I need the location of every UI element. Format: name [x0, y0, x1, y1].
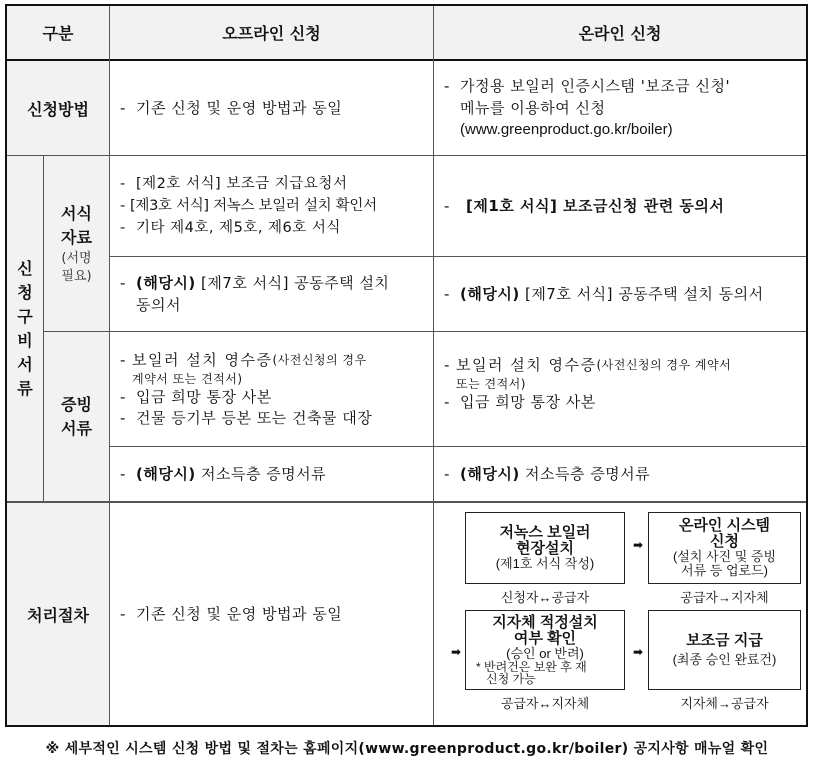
- flow-step-title: 지자체 적정설치: [492, 614, 598, 631]
- forms-row2-offline-item: - (해당시) [제7호 서식] 공동주택 설치: [120, 274, 390, 292]
- evidence-online-note: (사전신청의 경우 계약서: [596, 358, 732, 372]
- forms-row2-offline: [110, 257, 433, 331]
- flow-step-note-2: 신청 가능: [486, 672, 536, 686]
- forms-online-item: - [제1호 서식] 보조금신청 관련 동의서: [444, 197, 725, 215]
- evidence-offline-text: 건물 등기부 등본 또는 건축물 대장: [136, 408, 373, 427]
- flow-step-title: 저녹스 보일러: [499, 524, 591, 541]
- header-divider: [7, 59, 806, 61]
- flow-step-verify: [465, 610, 625, 690]
- forms-row2-offline-cont: [120, 294, 181, 316]
- forms-label-1: 서식: [61, 203, 92, 223]
- evidence-offline-note-b: 계약서 또는 견적서): [132, 371, 243, 386]
- evidence-online-note-b: 또는 견적서): [456, 377, 526, 391]
- method-online-text-1: 가정용 보일러 인증시스템 '보조금 신청': [460, 77, 731, 95]
- forms-label-2: 자료: [61, 227, 92, 247]
- forms-row1-offline: [110, 156, 433, 256]
- forms-row2-online: [434, 257, 806, 331]
- documents-group-char: 류: [17, 378, 33, 398]
- forms-row2-online-item: - (해당시) [제7호 서식] 공동주택 설치 동의서: [444, 285, 764, 303]
- method-online-url: (www.greenproduct.go.kr/boiler): [460, 121, 673, 138]
- flow-step-title-2: 신청: [710, 533, 739, 550]
- procedure-offline-text: 기존 신청 및 운영 방법과 동일: [136, 605, 343, 623]
- forms-offline-item: - 기타 제4호, 제5호, 제6호 서식: [120, 217, 341, 239]
- flow-step-title: 온라인 시스템: [678, 517, 771, 534]
- row-divider-procedure: [7, 501, 806, 503]
- flow-step-sub: (제1호 서식 작성): [495, 556, 595, 571]
- flow-step-title-2: 여부 확인: [513, 630, 577, 647]
- forms-offline-text: 기타 제4호, 제5호, 제6호 서식: [136, 220, 341, 236]
- conditional-badge: (해당시): [136, 274, 196, 292]
- evidence-online-item: - 입금 희망 통장 사본: [444, 393, 596, 411]
- evidence-row2-offline-item: - (해당시) 저소득층 증명서류: [120, 465, 327, 483]
- header-category-label: 구분: [42, 24, 74, 43]
- evidence-label-cell: [44, 332, 109, 501]
- flow-step-actor: 공급자↔지자체: [500, 696, 590, 711]
- evidence-offline-item: - 건물 등기부 등본 또는 건축물 대장: [120, 408, 373, 427]
- procedure-offline-cell: [110, 503, 433, 725]
- evidence-row1-online: [434, 332, 806, 446]
- header-category: [7, 6, 109, 59]
- forms-row2-offline-text-2: 동의서: [136, 296, 181, 314]
- method-online-cell: [434, 61, 806, 155]
- method-offline-item: - 기존 신청 및 운영 방법과 동일: [120, 99, 343, 117]
- forms-offline-item: - [제3호 서식] 저녹스 보일러 설치 확인서: [120, 195, 377, 217]
- header-offline-label: 오프라인 신청: [222, 24, 321, 43]
- documents-group-char: 청: [17, 282, 33, 302]
- flow-step-install: [465, 512, 625, 584]
- documents-group-char: 신: [17, 258, 33, 278]
- forms-row1-online: [434, 156, 806, 256]
- conditional-badge: (해당시): [460, 285, 520, 303]
- flow-step-title: 보조금 지급: [686, 632, 763, 649]
- evidence-online-text: 입금 희망 통장 사본: [460, 393, 596, 411]
- forms-row2-online-text: [제7호 서식] 공동주택 설치 동의서: [524, 285, 764, 303]
- row-divider-forms: [109, 256, 806, 257]
- row-divider-evidence: [43, 331, 806, 332]
- forms-offline-item: - [제2호 서식] 보조금 지급요청서: [120, 173, 347, 195]
- method-online-line-2: [444, 97, 605, 119]
- col-divider-1: [109, 6, 110, 725]
- evidence-offline-text: 입금 희망 통장 사본: [136, 387, 272, 406]
- evidence-offline-note-cont: [120, 371, 243, 387]
- row-divider-evidence-2: [109, 446, 806, 447]
- flow-step-actor: 지자체→공급자: [680, 696, 769, 711]
- flow-step-sub: (설치 사진 및 증빙: [672, 549, 777, 564]
- method-online-item: - 가정용 보일러 인증시스템 '보조금 신청': [444, 77, 731, 95]
- flow-step-actor: 공급자→지자체: [680, 590, 769, 605]
- header-online-label: 온라인 신청: [578, 24, 662, 43]
- procedure-label: 처리절차: [27, 605, 89, 625]
- forms-online-text: [제1호 서식] 보조금신청 관련 동의서: [466, 197, 725, 215]
- flow-step-title-2: 현장설치: [516, 540, 574, 557]
- evidence-row2-online-item: - (해당시) 저소득층 증명서류: [444, 465, 651, 483]
- documents-group-label: [7, 156, 43, 501]
- documents-group-char: 서: [17, 354, 33, 374]
- row-divider-method: [7, 155, 806, 156]
- header-offline: [110, 6, 433, 59]
- flow-step-sub: (승인 or 반려): [506, 646, 584, 661]
- method-offline-cell: [110, 61, 433, 155]
- flow-step-online: [648, 512, 801, 584]
- forms-offline-text: [제2호 서식] 보조금 지급요청서: [136, 176, 348, 192]
- flow-step-sub: (최종 승인 완료건): [672, 652, 777, 667]
- arrow-right-icon: ➡: [633, 645, 644, 659]
- forms-offline-text: [제3호 서식] 저녹스 보일러 설치 확인서: [130, 198, 377, 214]
- method-label: 신청방법: [27, 99, 89, 119]
- evidence-label-1: 증빙: [61, 394, 92, 414]
- flow-step-actor: 신청자↔공급자: [500, 590, 590, 605]
- subcol-divider: [43, 155, 44, 502]
- procedure-label-cell: [7, 503, 109, 725]
- evidence-label-2: 서류: [61, 418, 92, 438]
- flow-step-note: * 반려건은 보완 후 재: [476, 660, 587, 674]
- flow-step-sub-2: 서류 등 업로드): [681, 563, 768, 578]
- evidence-row2-offline: [110, 447, 433, 501]
- method-online-text-2: 메뉴를 이용하여 신청: [460, 99, 606, 117]
- method-online-url-line: [444, 119, 673, 141]
- forms-sublabel-2: 필요): [61, 268, 92, 284]
- evidence-row2-online-text: 저소득층 증명서류: [524, 465, 651, 483]
- method-label-cell: [7, 61, 109, 155]
- footer-note: ※ 세부적인 시스템 신청 방법 및 절차는 홈페이지(www.greenproduct.go.kr/boiler) 공지사항 매뉴얼 확인: [45, 741, 769, 757]
- col-divider-2: [433, 6, 434, 725]
- evidence-row1-offline: [110, 332, 433, 446]
- method-offline-text: 기존 신청 및 운영 방법과 동일: [136, 99, 343, 117]
- forms-sublabel-1: (서명: [61, 250, 92, 266]
- evidence-online-text: 보일러 설치 영수증: [456, 356, 597, 374]
- arrow-right-icon: ➡: [451, 645, 462, 659]
- forms-row2-offline-text: [제7호 서식] 공동주택 설치: [200, 274, 390, 292]
- conditional-badge: (해당시): [136, 465, 196, 483]
- documents-group-char: 비: [17, 330, 33, 350]
- arrow-right-icon: ➡: [633, 538, 644, 552]
- evidence-row2-online: [434, 447, 806, 501]
- forms-label-cell: [44, 156, 109, 331]
- documents-group-char: 구: [17, 306, 33, 326]
- procedure-offline-item: - 기존 신청 및 운영 방법과 동일: [120, 605, 343, 623]
- evidence-online-note-cont: [444, 376, 526, 392]
- evidence-offline-item: - 입금 희망 통장 사본: [120, 387, 272, 406]
- flow-step-payment: [648, 610, 801, 690]
- evidence-row2-offline-text: 저소득층 증명서류: [200, 465, 327, 483]
- evidence-offline-text: 보일러 설치 영수증: [132, 350, 273, 369]
- evidence-offline-note: (사전신청의 경우: [272, 352, 367, 367]
- header-online: [434, 6, 806, 59]
- evidence-online-item: - 보일러 설치 영수증 (사전신청의 경우 계약서: [444, 356, 732, 374]
- conditional-badge: (해당시): [460, 465, 520, 483]
- evidence-offline-item: - 보일러 설치 영수증 (사전신청의 경우: [120, 350, 367, 369]
